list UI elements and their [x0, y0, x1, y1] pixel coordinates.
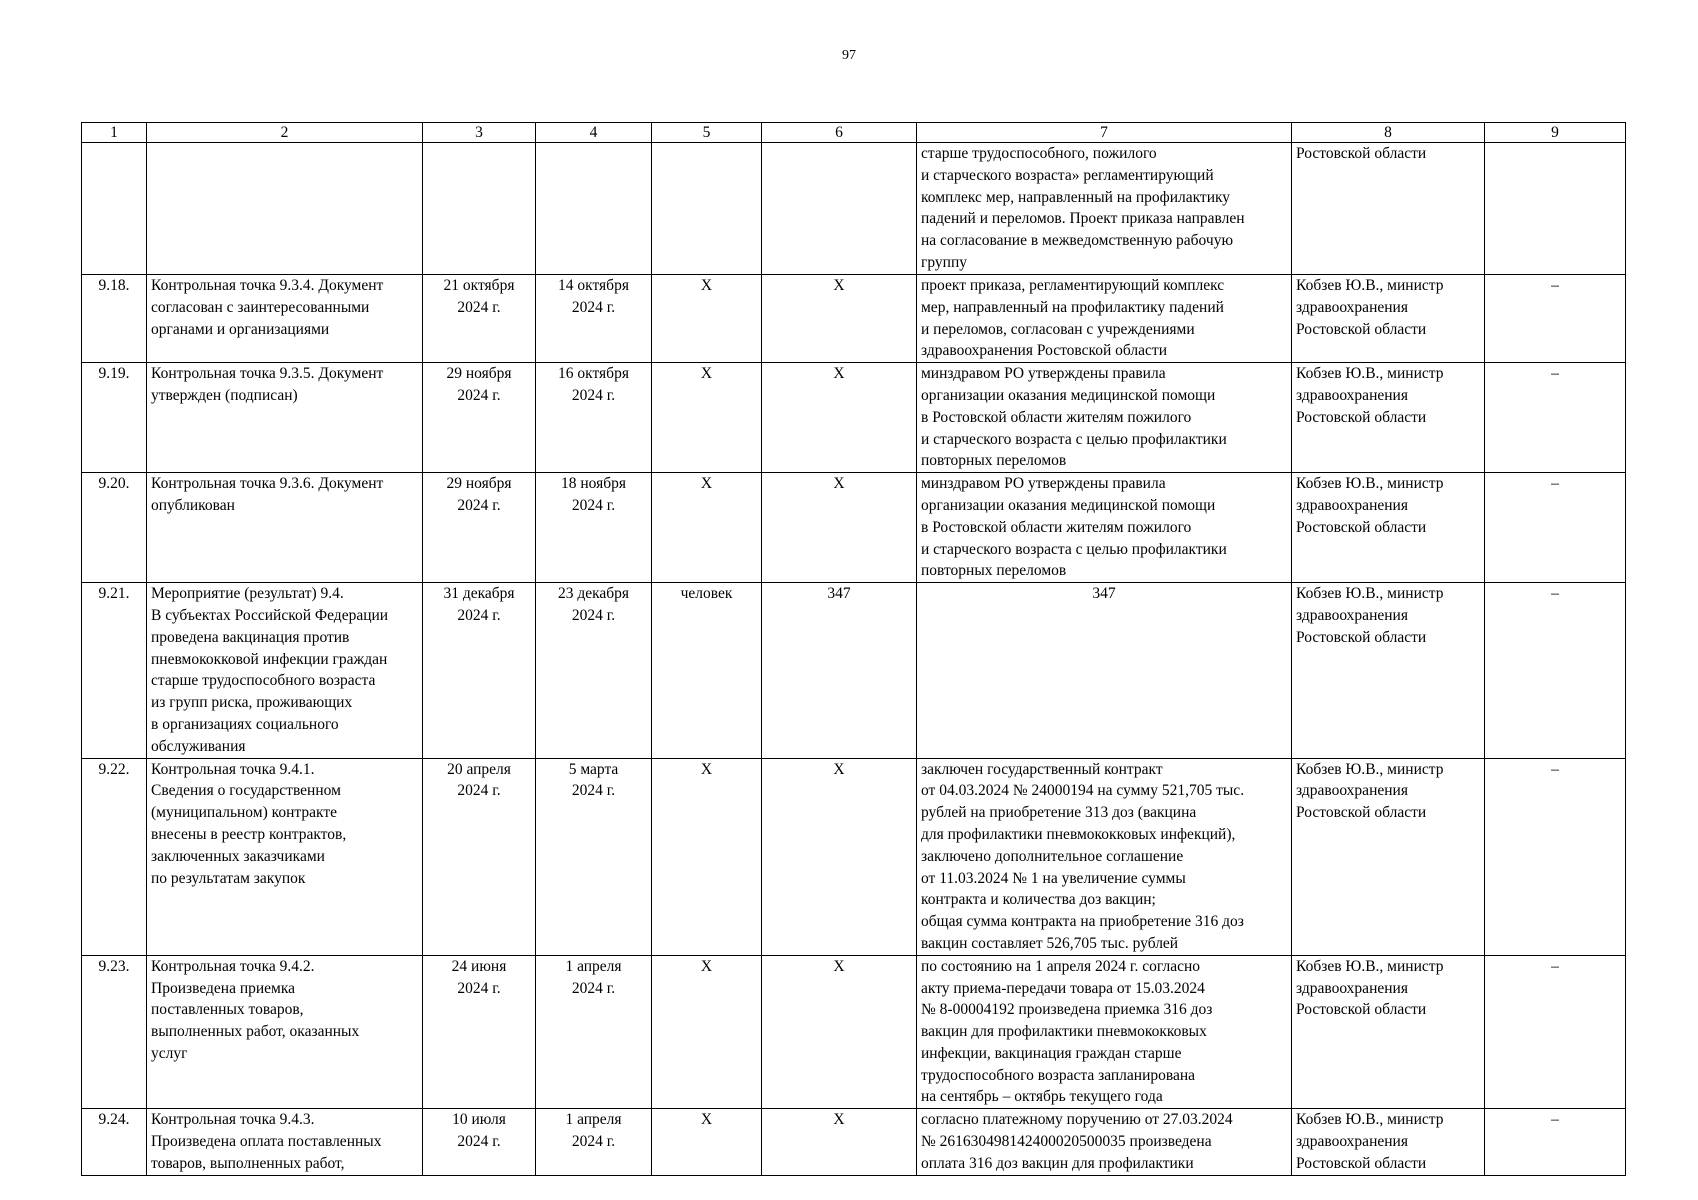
actual-date-cell: 1 апреля 2024 г. [536, 1109, 652, 1175]
activity-name-cell: Мероприятие (результат) 9.4. В субъектах Российской Федерации проведена вакцинация против пневмококковой инфекции граждан старше трудоспособного возраста из групп риска, проживающих в организациях социального обслуживания [147, 583, 423, 758]
table-row [82, 363, 1626, 473]
column-header-8: 8 [1292, 123, 1485, 143]
column-header-2: 2 [147, 123, 423, 143]
responsible-cell: Кобзев Ю.В., министр здравоохранения Ростовской области [1292, 955, 1485, 1109]
row-number-cell: 9.20. [82, 473, 147, 583]
value-cell: 347 [762, 583, 917, 758]
value-cell: X [762, 955, 917, 1109]
unit-cell: X [652, 473, 762, 583]
planned-date-cell: 31 декабря 2024 г. [423, 583, 536, 758]
table-row [82, 583, 1626, 758]
result-cell: минздравом РО утверждены правила организации оказания медицинской помощи в Ростовской области жителям пожилого и старческого возраста с целью профилактики повторных переломов [917, 473, 1292, 583]
activity-name-cell: Контрольная точка 9.3.6. Документ опубликован [147, 473, 423, 583]
value-cell [762, 143, 917, 275]
result-cell: 347 [917, 583, 1292, 758]
row-number-cell: 9.24. [82, 1109, 147, 1175]
unit-cell: X [652, 758, 762, 955]
table-row [82, 1109, 1626, 1175]
actual-date-cell: 18 ноября 2024 г. [536, 473, 652, 583]
actual-date-cell: 23 декабря 2024 г. [536, 583, 652, 758]
row-number-cell: 9.19. [82, 363, 147, 473]
responsible-cell: Ростовской области [1292, 143, 1485, 275]
value-cell: X [762, 275, 917, 363]
value-cell: X [762, 758, 917, 955]
planned-date-cell: 29 ноября 2024 г. [423, 473, 536, 583]
result-cell: проект приказа, регламентирующий комплекс мер, направленный на профилактику падений и переломов, согласован с учреждениями здравоохранения Ростовской области [917, 275, 1292, 363]
column-header-1: 1 [82, 123, 147, 143]
unit-cell: человек [652, 583, 762, 758]
report-table [81, 122, 1626, 1176]
value-cell: X [762, 363, 917, 473]
note-cell: – [1485, 275, 1626, 363]
row-number-cell: 9.23. [82, 955, 147, 1109]
activity-name-cell: Контрольная точка 9.4.2. Произведена приемка поставленных товаров, выполненных работ, оказанных услуг [147, 955, 423, 1109]
row-number-cell: 9.21. [82, 583, 147, 758]
table-row [82, 955, 1626, 1109]
planned-date-cell: 20 апреля 2024 г. [423, 758, 536, 955]
row-number-cell [82, 143, 147, 275]
unit-cell: X [652, 363, 762, 473]
note-cell: – [1485, 473, 1626, 583]
result-cell: согласно платежному поручению от 27.03.2024 № 261630498142400020500035 произведена оплата 316 доз вакцин для профилактики [917, 1109, 1292, 1175]
actual-date-cell: 16 октября 2024 г. [536, 363, 652, 473]
planned-date-cell [423, 143, 536, 275]
planned-date-cell: 21 октября 2024 г. [423, 275, 536, 363]
activity-name-cell: Контрольная точка 9.3.5. Документ утвержден (подписан) [147, 363, 423, 473]
value-cell: X [762, 473, 917, 583]
column-header-7: 7 [917, 123, 1292, 143]
column-header-5: 5 [652, 123, 762, 143]
column-header-9: 9 [1485, 123, 1626, 143]
responsible-cell: Кобзев Ю.В., министр здравоохранения Ростовской области [1292, 1109, 1485, 1175]
page-number: 97 [842, 48, 856, 63]
actual-date-cell: 14 октября 2024 г. [536, 275, 652, 363]
responsible-cell: Кобзев Ю.В., министр здравоохранения Ростовской области [1292, 275, 1485, 363]
actual-date-cell [536, 143, 652, 275]
note-cell: – [1485, 955, 1626, 1109]
planned-date-cell: 29 ноября 2024 г. [423, 363, 536, 473]
note-cell: – [1485, 363, 1626, 473]
note-cell: – [1485, 758, 1626, 955]
responsible-cell: Кобзев Ю.В., министр здравоохранения Ростовской области [1292, 583, 1485, 758]
unit-cell: X [652, 955, 762, 1109]
activity-name-cell [147, 143, 423, 275]
activity-name-cell: Контрольная точка 9.4.1. Сведения о государственном (муниципальном) контракте внесены в реестр контрактов, заключенных заказчиками по результатам закупок [147, 758, 423, 955]
planned-date-cell: 24 июня 2024 г. [423, 955, 536, 1109]
row-number-cell: 9.18. [82, 275, 147, 363]
unit-cell: X [652, 1109, 762, 1175]
column-header-3: 3 [423, 123, 536, 143]
result-cell: старше трудоспособного, пожилого и старческого возраста» регламентирующий комплекс мер, направленный на профилактику падений и переломов. Проект приказа направлен на согласование в межведомственную рабочую группу [917, 143, 1292, 275]
note-cell: – [1485, 1109, 1626, 1175]
column-header-6: 6 [762, 123, 917, 143]
planned-date-cell: 10 июля 2024 г. [423, 1109, 536, 1175]
row-number-cell: 9.22. [82, 758, 147, 955]
activity-name-cell: Контрольная точка 9.4.3. Произведена оплата поставленных товаров, выполненных работ, [147, 1109, 423, 1175]
result-cell: по состоянию на 1 апреля 2024 г. согласно акту приема-передачи товара от 15.03.2024 № 8-00004192 произведена приемка 316 доз вакцин для профилактики пневмококковых инфекции, вакцинация граждан старше трудоспособного возраста запланирована на сентябрь – октябрь текущего года [917, 955, 1292, 1109]
activity-name-cell: Контрольная точка 9.3.4. Документ согласован с заинтересованными органами и организациями [147, 275, 423, 363]
column-number-header-row [82, 123, 1626, 143]
responsible-cell: Кобзев Ю.В., министр здравоохранения Ростовской области [1292, 363, 1485, 473]
result-cell: минздравом РО утверждены правила организации оказания медицинской помощи в Ростовской области жителям пожилого и старческого возраста с целью профилактики повторных переломов [917, 363, 1292, 473]
result-cell: заключен государственный контракт от 04.03.2024 № 24000194 на сумму 521,705 тыс. рублей на приобретение 313 доз (вакцина для профилактики пневмококковых инфекций), заключено дополнительное соглашение от 11.03.2024 № 1 на увеличение суммы контракта и количества доз вакцин; общая сумма контракта на приобретение 316 доз вакцин составляет 526,705 тыс. рублей [917, 758, 1292, 955]
responsible-cell: Кобзев Ю.В., министр здравоохранения Ростовской области [1292, 758, 1485, 955]
column-header-4: 4 [536, 123, 652, 143]
actual-date-cell: 5 марта 2024 г. [536, 758, 652, 955]
actual-date-cell: 1 апреля 2024 г. [536, 955, 652, 1109]
table-row [82, 758, 1626, 955]
table-row [82, 143, 1626, 275]
unit-cell: X [652, 275, 762, 363]
unit-cell [652, 143, 762, 275]
table-row [82, 473, 1626, 583]
value-cell: X [762, 1109, 917, 1175]
table-row [82, 275, 1626, 363]
note-cell: – [1485, 583, 1626, 758]
responsible-cell: Кобзев Ю.В., министр здравоохранения Ростовской области [1292, 473, 1485, 583]
note-cell [1485, 143, 1626, 275]
